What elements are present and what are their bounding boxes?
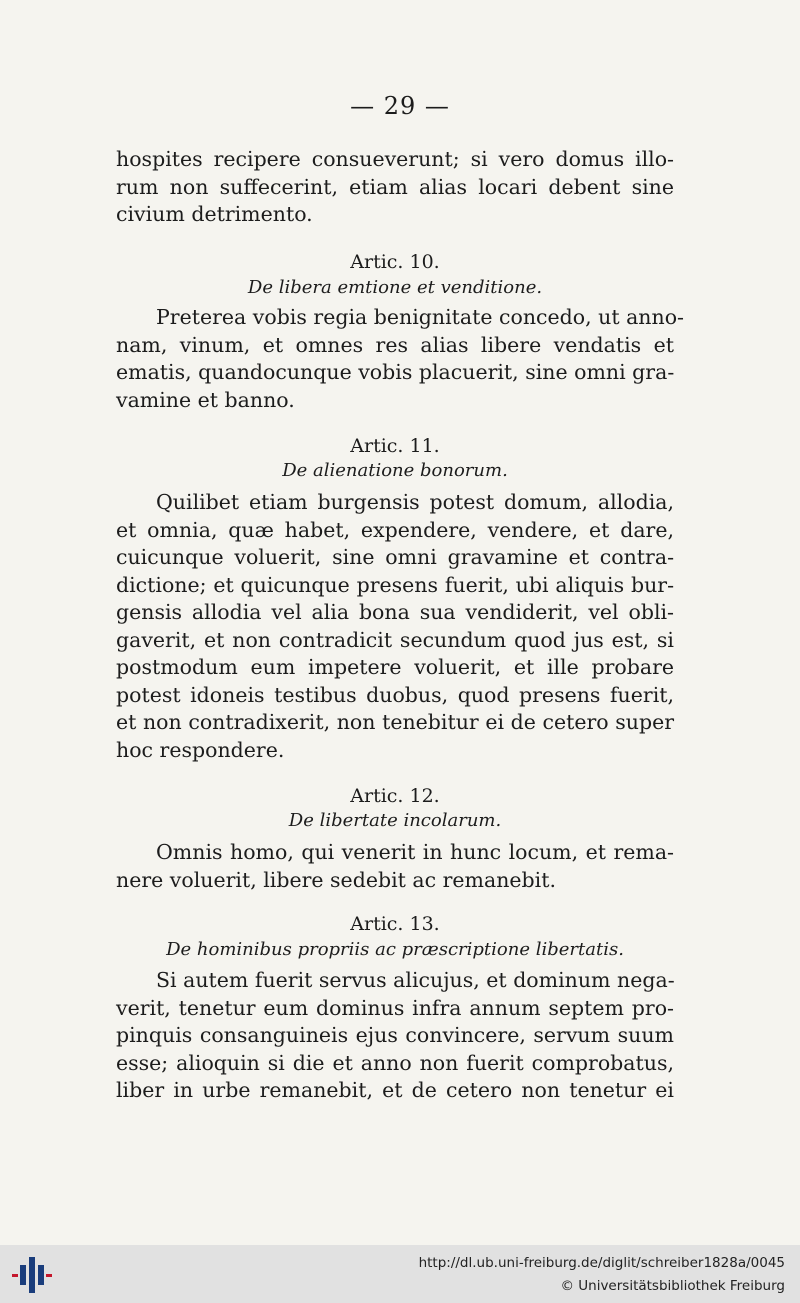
text-line: ematis, quandocunque vobis placuerit, sine omni gra- <box>116 360 675 384</box>
article-paragraph <box>116 967 674 1105</box>
article-heading: Artic. 12. <box>350 785 440 807</box>
text-line: Si autem fuerit servus alicujus, et dominum nega- <box>156 968 675 992</box>
text-line: nere voluerit, libere sedebit ac remanebit. <box>116 867 556 892</box>
text-line: potest idoneis testibus duobus, quod presens fuerit, <box>116 682 674 707</box>
text-line: verit, tenetur eum dominus infra annum septem pro- <box>116 995 674 1020</box>
text-line: Quilibet etiam burgensis potest domum, allodia, <box>156 490 674 514</box>
article-paragraph <box>116 839 674 894</box>
page-number: — 29 — <box>350 92 450 120</box>
text-line: vamine et banno. <box>116 387 295 412</box>
copyright-notice: © Universitätsbibliothek Freiburg <box>560 1278 785 1294</box>
article-title: De libera emtione et venditione. <box>247 277 543 298</box>
text-line: et omnia, quæ habet, expendere, vendere, et dare, <box>116 517 674 542</box>
text-line: nam, vinum, et omnes res alias libere vendatis et <box>116 332 674 357</box>
text-line: gaverit, et non contradicit secundum quod jus est, si <box>116 627 674 652</box>
article-heading: Artic. 10. <box>350 251 440 273</box>
article-heading: Artic. 11. <box>350 435 440 457</box>
text-line: postmodum eum impetere voluerit, et ille probare <box>116 655 674 679</box>
article-paragraph <box>116 304 684 414</box>
footer-bar <box>0 1245 800 1303</box>
article-title: De alienatione bonorum. <box>282 460 508 481</box>
text-line: cuicunque voluerit, sine omni gravamine et contra- <box>116 545 674 569</box>
article-heading: Artic. 13. <box>350 913 440 935</box>
text-line: esse; alioquin si die et anno non fuerit comprobatus, <box>116 1050 674 1075</box>
text-line: hoc respondere. <box>116 737 285 762</box>
text-line: hospites recipere consueverunt; si vero domus illo- <box>116 147 674 171</box>
text-line: Omnis homo, qui venerit in hunc locum, et rema- <box>156 840 674 864</box>
text-line: gensis allodia vel alia bona sua vendiderit, vel obli- <box>116 600 674 624</box>
text-line: dictione; et quicunque presens fuerit, ubi aliquis bur- <box>116 572 674 597</box>
article-paragraph <box>116 489 674 764</box>
text-line: rum non suffecerint, etiam alias locari debent sine <box>116 174 674 199</box>
library-logo-icon <box>10 1255 54 1295</box>
text-line: liber in urbe remanebit, et de cetero non tenetur ei <box>116 1078 674 1102</box>
article-title: De libertate incolarum. <box>288 810 502 831</box>
text-line: et non contradixerit, non tenebitur ei de cetero super <box>116 710 674 734</box>
intro-paragraph <box>116 146 674 229</box>
text-line: civium detrimento. <box>116 202 313 226</box>
text-line: Preterea vobis regia benignitate concedo, ut anno- <box>156 305 684 329</box>
text-line: pinquis consanguineis ejus convincere, servum suum <box>116 1023 674 1047</box>
article-title: De hominibus propriis ac præscriptione libertatis. <box>166 939 624 960</box>
source-url-link[interactable]: http://dl.ub.uni-freiburg.de/diglit/schreiber1828a/0045 <box>418 1255 785 1271</box>
